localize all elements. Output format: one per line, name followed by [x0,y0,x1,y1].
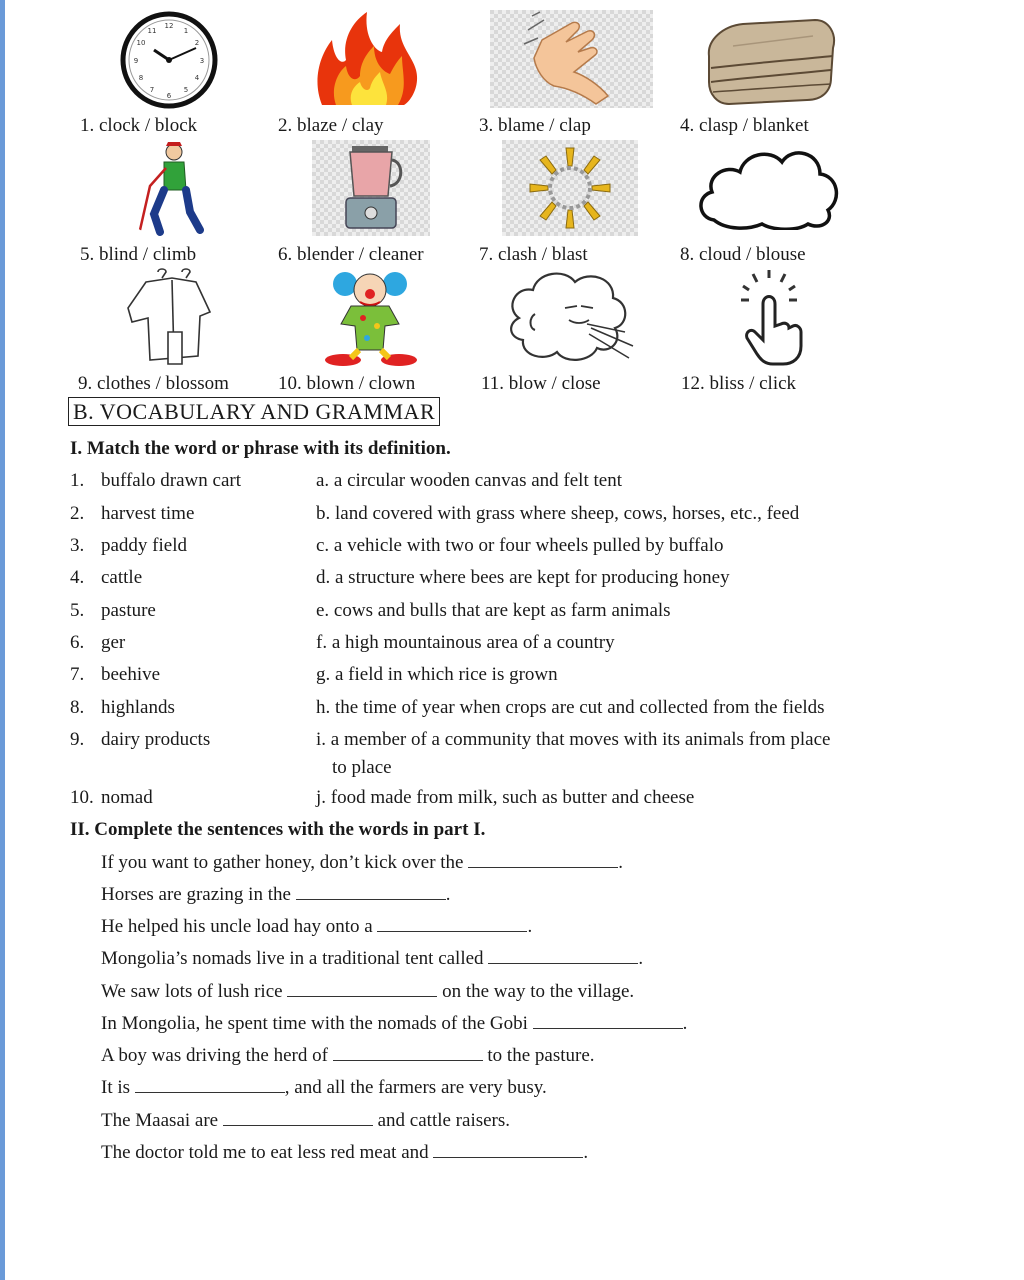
sentence: Mongolia’s nomads live in a traditional tent called . [101,948,644,969]
term: pasture [101,600,156,621]
definition: c. a vehicle with two or four wheels pulled by buffalo [316,535,724,556]
blender-icon [312,140,430,236]
svg-text:8: 8 [138,74,144,82]
sentence: He helped his uncle load hay onto a . [101,916,533,937]
term-number: 9. [70,729,85,750]
term: ger [101,632,126,653]
part2-heading: II. Complete the sentences with the words in part I. [70,819,486,840]
term-number: 10. [70,787,94,808]
sentence: A boy was driving the herd of to the pasture. [101,1045,595,1066]
definition: g. a field in which rice is grown [316,664,558,685]
svg-text:12: 12 [164,22,174,30]
sentence: The Maasai are and cattle raisers. [101,1110,511,1131]
part1-heading: I. Match the word or phrase with its definition. [70,438,451,459]
term-number: 6. [70,632,85,653]
click-hand-icon [735,266,809,368]
definition: f. a high mountainous area of a country [316,632,615,653]
term-number: 7. [70,664,85,685]
svg-text:4: 4 [194,74,200,82]
answer-blank[interactable] [223,1111,373,1126]
section-title: B. VOCABULARY AND GRAMMAR [68,397,440,426]
caption-6: 6. blender / cleaner [278,244,424,265]
answer-blank[interactable] [287,982,437,997]
svg-text:2: 2 [194,39,200,47]
definition-continued: to place [332,757,392,778]
term: nomad [101,787,153,808]
svg-text:9: 9 [133,57,139,65]
caption-8: 8. cloud / blouse [680,244,806,265]
term: highlands [101,697,175,718]
clown-icon [315,266,425,368]
term: paddy field [101,535,188,556]
definition: j. food made from milk, such as butter and cheese [316,787,695,808]
answer-blank[interactable] [468,853,618,868]
clock-icon [118,10,220,110]
caption-7: 7. clash / blast [479,244,588,265]
sentence: Horses are grazing in the . [101,884,451,905]
sentence: If you want to gather honey, don’t kick over the . [101,852,623,873]
definition: b. land covered with grass where sheep, cows, horses, etc., feed [316,503,800,524]
explosion-ring-icon [502,140,638,236]
folded-blanket-icon [703,16,839,108]
caption-5: 5. blind / climb [80,244,197,265]
svg-text:6: 6 [166,92,172,100]
sentence: It is , and all the farmers are very busy. [101,1077,547,1098]
svg-text:7: 7 [149,86,155,94]
answer-blank[interactable] [377,917,527,932]
clapping-hands-icon [490,10,653,108]
svg-text:5: 5 [183,86,189,94]
answer-blank[interactable] [533,1014,683,1029]
blind-man-icon [130,140,205,236]
svg-text:11: 11 [147,27,157,35]
svg-text:10: 10 [136,39,146,47]
clothes-icon [122,268,218,366]
definition: h. the time of year when crops are cut and collected from the fields [316,697,825,718]
answer-blank[interactable] [135,1078,285,1093]
caption-12: 12. bliss / click [681,373,797,394]
answer-blank[interactable] [433,1143,583,1158]
cloud-icon [696,140,844,230]
term: cattle [101,567,143,588]
sentence: In Mongolia, he spent time with the nomads of the Gobi . [101,1013,688,1034]
term-number: 3. [70,535,85,556]
definition: e. cows and bulls that are kept as farm animals [316,600,671,621]
term: harvest time [101,503,195,524]
caption-3: 3. blame / clap [479,115,591,136]
term-number: 8. [70,697,85,718]
svg-text:3: 3 [199,57,205,65]
definition: d. a structure where bees are kept for producing honey [316,567,730,588]
svg-text:1: 1 [183,27,189,35]
answer-blank[interactable] [296,885,446,900]
answer-blank[interactable] [488,949,638,964]
term: buffalo drawn cart [101,470,241,491]
caption-10: 10. blown / clown [278,373,416,394]
term-number: 2. [70,503,85,524]
sentence: The doctor told me to eat less red meat and . [101,1142,589,1163]
definition: a. a circular wooden canvas and felt tent [316,470,622,491]
term: beehive [101,664,161,685]
caption-2: 2. blaze / clay [278,115,384,136]
term: dairy products [101,729,211,750]
blowing-wind-icon [505,268,641,366]
caption-9: 9. clothes / blossom [78,373,229,394]
term-number: 1. [70,470,85,491]
term-number: 4. [70,567,85,588]
sentence: We saw lots of lush rice on the way to the village. [101,981,635,1002]
term-number: 5. [70,600,85,621]
fire-icon [312,10,422,110]
caption-4: 4. clasp / blanket [680,115,809,136]
caption-1: 1. clock / block [80,115,198,136]
answer-blank[interactable] [333,1046,483,1061]
definition: i. a member of a community that moves with its animals from place [316,729,831,750]
caption-11: 11. blow / close [481,373,601,394]
